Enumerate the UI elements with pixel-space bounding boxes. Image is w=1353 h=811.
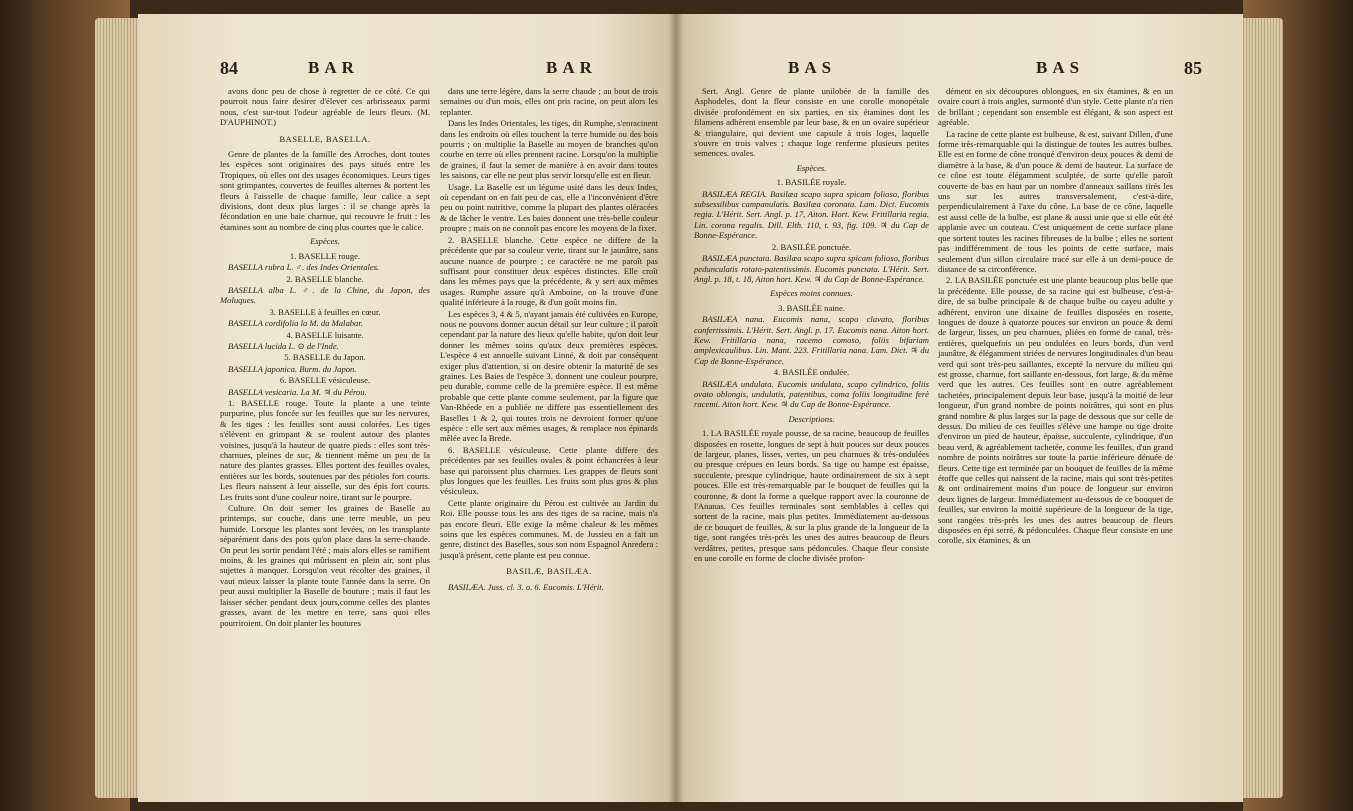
species-latin: BASELLA cordifolia la M. du Malabar. [228, 318, 363, 329]
paragraph: 1. LA BASILÉE royale pousse, de sa racine, beaucoup de feuilles disposées en rosette, longues de sept à huit pouces sur deux pouces de largeur, planes, lisses, vertes, un peu charnues & très-ondulées ou presque crépues en leurs bords. Sa tige ou hampe est épaisse, succulente, presque cylindrique, haute ordinairement de six à sept pouces. Elle est très-remarquable par le bouquet de feuilles qui la couronne, & dont la forme a quelque rapport avec la couronne de l'Ananas. Ces feuilles terminales sont semblables à celles qui sortent de la racine, mais plus petites. Immédiatement au-dessous de ce bouquet de feuilles, & sur la plus grande de la longueur de la tige, sont rangées très-près les unes des autres beaucoup de fleurs verdâtres, petites, presque sans pédoncules. Chaque fleur consiste en une corolle en forme de cloche divisée profon- [694, 428, 929, 564]
species-name: 3. BASILÉE naine. [778, 302, 845, 313]
left-running-head-1: BAR [308, 58, 359, 77]
paragraph: Dans les Indes Orientales, les tiges, dit Rumphe, s'enracinent dans les endroits où elles touchent la terre humide ou des bois pourris ; on multiplie la Baselle au moyen de branches qu'on courbe en terre où elles prennent racine. Lorsqu'on la multiplie de graines, il faut la semer de manière à en avoir dans toutes les saisons, car elle ne peut plus servir lorsqu'elle est en fleur. [440, 118, 658, 181]
right-page-number: 85 [1184, 58, 1202, 78]
species-latin: BASILÆA REGIA. Basilæa scapo supra spicam folioso, floribus subsessilibus campanulatis. Basilæa coronata. Lam. Dict. Eucomis regia. L'Hérit. Sert. Angl. p. 17, Aiton. Hort. Kew. Fritillaria regia. Lin. corona regalis. Dill. Elth. 110, t. 93, fig. 109. ♃ du Cap de Bonne-Espérance. [694, 188, 929, 241]
paragraph: 2. LA BASILÉE ponctuée est une plante beaucoup plus belle que la précédente. Elle pousse, de sa racine qui est bulbeuse, c'est-à-dire, de sa bulbe principale & de chaque bulbe ou cayeu adulte y adhérent, environ une dixaine de feuilles disposées en rosette, longues de douze à quatorze pouces sur environ un pouce & demi de largeur, lisses, un peu charnues, pliées en forme de canal, très-entières, quelquefois un peu ondulées en leurs bords, d'un verd jaunâtre, & élégamment striées de nervures longitudinales d'un beau verd qui sont très-peu saillantes, excepté la nervure du milieu qui est grosse, charnue, fort saillante en-dessous, fort large, & du même verd que les autres. Ces feuilles sont en outre agréablement tachetées, principalement depuis leur base, jusqu'à la moitié de leur longueur, d'un grand nombre de points noirâtres, qui sont en plus grand nombre & plus larges sur la page de dessous que sur celle de dessus. Du milieu de ces feuilles s'élève une hampe ou tige droite d'environ un pied de hauteur, épaisse, succulente, cylindrique, d'un beau verd, & agréablement tachetée, comme les feuilles, d'un grand nombre de points noirâtres sur toute la partie inférieure dénuée de fleurs. Cette tige est terminée par un bouquet de feuilles de la même étoffe que celles qui naissent de la racine, mais qui sont très-petites & ont ordinairement moins d'un pouce de longueur sur environ deux lignes de largeur. Immédiatement au-dessous de ce bouquet de feuilles, sur environ la moitié supérieure de la longueur de la tige, sont rangées très-près les unes des autres beaucoup de fleurs disposées en épi serré, & pédonculées. Chaque fleur consiste en une corolle, six étamines, & un [938, 275, 1173, 546]
species-latin: BASILÆA punctata. Basilæa scapo supra spicam folioso, floribus pedunculatis rotato-patentissimis. Eucomis punctata. L'Hérit. Sert. Angl. p. 18, t. 18, Aiton hort. Kew. ♃ du Cap de Bonne-Espérance. [694, 253, 929, 284]
species-latin: BASELLA lucida L. ⊙ de l'Inde. [228, 340, 339, 351]
right-column-1 [694, 86, 929, 564]
species-name: 2. BASILÉE ponctuée. [771, 241, 852, 252]
paragraph: 2. BASELLE blanche. Cette espèce ne differe de la précédente que par sa couleur verte, tirant sur le jaunâtre, sans aucune nuance de pourpre ; ce caractère ne me paroît pas suffisant pour constituer deux espèces distinctes. Elle croît dans les mêmes pays que la précédente, & y sert aux mêmes usages. Rumphe assure qu'à Amboine, on la trouve d'une qualité inférieure à la rouge, & d'un goût moins fin. [440, 234, 658, 308]
paragraph: Les espèces 3, 4 & 5, n'ayant jamais été cultivées en Europe, nous ne pouvons donner aucun détail sur leur culture ; il paroît cependant par la nature des lieux qu'elle habite, qu'on doit leur donner les mêmes soins qu'aux deux premières espèces. L'espèce 4 est annuelle suivant Linné, & doit par conséquent exiger plus d'attention, si on desire obtenir la maturité de ses graines. Les Baies de l'espèce 3. donnent une couleur pourpre, peu durable, comme celle de la première espèce. Il est même probable que cette plante comme seulement, par la figure que Van-Rhéede en a publiée ne differe pas essentiellement des Baselles 1 & 2, qui toutes trois ne devroient former qu'une espèce : elle sert aux mêmes usages, & remplace nos épinards mêlée avec la Brede. [440, 308, 658, 444]
section-heading: Espèces moins connues. [770, 288, 853, 299]
article-heading: BASILÆ, BASILÆA. [506, 566, 592, 577]
species-name: 2. BASELLE blanche. [286, 273, 364, 284]
left-column-2 [440, 86, 658, 593]
section-heading: Descriptions. [788, 413, 835, 424]
species-latin: BASELLA alba L. ♂. de la Chine, du Japon, des Moluques. [220, 284, 430, 306]
paragraph: Culture. On doit semer les graines de Baselle au printemps, sur couche, dans une terre meuble, un peu humide. Lorsque les plantes sont levées, on les transplante séparément dans des pots qu'on place dans la serre-chaude. On peut les sortir pendant l'été ; mais alors elles se ramifient moins, & les graines qui mûrissent en plein air, sont plus sujettes à manquer. Lorsqu'on veut récolter des graines, il vaut mieux laisser la plante toute l'année dans la serre. On peut aussi multiplier la Baselle de bouture ; mais il faut les laisser sécher pendant deux jours,comme celles des plantes grasses, avant de les mettre en terre, sans quoi elles pourriroient. On doit planter les boutures [220, 503, 430, 628]
paragraph: Usage. La Baselle est un légume usité dans les deux Indes, où cependant on en fait peu de cas, elle a l'inconvénient d'être peu ou point nutritive, comme la plupart des plantes oléracées & de lâcher le ventre. Les baies donnent une très-belle couleur proupre ; mais on ne connoît pas encore les moyens de la fixer. [440, 181, 658, 234]
species-name: 3. BASELLE à feuilles en cœur. [269, 306, 381, 317]
species-name: 4. BASELLE luisante. [286, 329, 364, 340]
paragraph: BASILÆA. Juss. cl. 3. o. 6. Eucomis. L'Hérit. [448, 581, 604, 592]
article-heading: BASELLE, BASELLA. [279, 133, 371, 144]
species-latin: BASILÆA undulata. Eucomis undulata, scapo cylindrico, foliis ovato oblongis, undulatis, patentibus, coma foliis longitudine ferè racemi. Aiton hort. Kew. ♃ du Cap de Bonne-Espérance. [694, 378, 929, 410]
paragraph: Cette plante originaire du Pérou est cultivée au Jardin du Roi. Elle pousse tous les ans des tiges de sa racine, mais n'a pas encore fleuri. Elle exige la même chaleur & les mêmes soins que les espèces communes. M. de Jussieu en a fait un genre, distinct des Baselles, sous son nom Espagnol Anredera : jusqu'à présent, cette plante est peu connue. [440, 497, 658, 560]
species-latin: BASELLA japonica. Burm. du Japon. [228, 363, 357, 374]
paragraph: dans une terre légère, dans la serre chaude ; au bout de trois semaines ou d'un mois, elles ont pris racine, on peut alors les replanter. [440, 86, 658, 117]
right-column-2 [938, 86, 1173, 547]
right-page [676, 14, 1243, 802]
left-column-1 [220, 86, 430, 629]
section-heading: Espèces. [310, 236, 340, 247]
right-running-head-2: BAS [1036, 58, 1085, 77]
right-running-head-1: BAS [788, 58, 837, 77]
section-heading: Espèces. [796, 162, 827, 173]
species-name: 4. BASILÉE ondulée. [773, 367, 850, 378]
paragraph: avons donc peu de chose à regretter de ce côté. Ce qui pourroit nous faire desirer d'élever ces arbrisseaux parmi nous, c'est sur-tout l'odeur agréable de leurs fleurs. (M. D'AUPHINOT.) [220, 86, 430, 128]
species-latin: BASELLA vesicaria. La M. ♃ du Pérou. [228, 386, 367, 397]
left-running-head-2: BAR [546, 58, 597, 77]
paragraph: Genre de plantes de la famille des Arroches, dont toutes les espèces sont originaires des pays situés entre les Tropiques, où elles ont des usages économiques. Leurs tiges sont grimpantes, couvertes de feuilles alternes & portent les fleurs à l'aisselle de chaque famille, leur calice a sept divisions, dont deux plus larges : il se change après la fécondation en une baie charnue, qui recouvre le fruit : les étamines sont au nombre de cinq plus courtes que le calice. [220, 149, 430, 232]
species-name: 1. BASELLE rouge. [289, 250, 361, 261]
left-page-number: 84 [220, 58, 238, 78]
species-latin: BASELLA rubra L. ♂. des Indes Orientales. [228, 262, 380, 273]
left-page [138, 14, 676, 802]
paragraph: La racine de cette plante est bulbeuse, & est, suivant Dillen, d'une forme très-remarquable qui la distingue de toutes les autres bulbes. Elle est en forme de cône tronqué d'environ deux pouces & demi de diamètre à la base, & d'un pouce & demi de hauteur. La surface de ce cône est toute élégamment sculptée, de sorte qu'elle paroît couverte de bas en haut par un nombre d'anneaux saillans tirés les uns sur les autres transversalement, c'est-à-dire, perpendiculairement à l'axe du cône. La base de ce cône, laquelle est aussi celle de la bulbe, est plane & aussi unie que si elle eût été applanie avec un couteau. C'est uniquement de cette surface plane que sortent toutes les racines fibreuses de la bulbe ; elles ne sortent pas indifféremment de tous les points de cette surface, mais seulement d'un sillon circulaire tracé sur elle à un demi-pouce de distance de sa circonférence. [938, 128, 1173, 274]
paragraph: 6. BASELLE vésiculeuse. Cette plante differe des précédentes par ses feuilles ovales & point échancrées à leur base qui paroissent plus charnues. Les grappes de fleurs sont plus longues que les feuilles. Les fruits sont plus gros & plus vésiculeux. [440, 444, 658, 497]
species-name: 1. BASILÉE royale. [776, 177, 847, 188]
paragraph: Sert. Angl. Genre de plante unilobée de la famille des Asphodeles, dont la fleur consiste en une corolle monopétale divisée profondément en six parties, en six étamines dont les filamens adhèrent ensemble par leur base, & en un ovaire supérieur & triangulaire, qui devient une capsule à trois loges, laquelle s'ouvre en trois valves ; chaque loge renferme plusieurs petites semences. ovales. [694, 86, 929, 159]
species-name: 5. BASELLE du Japon. [284, 352, 366, 363]
book-gutter [668, 14, 684, 802]
page-edges-left [95, 18, 143, 798]
species-name: 6. BASELLE vésiculeuse. [279, 375, 371, 386]
species-latin: BASILÆA nana. Eucomis nana, scapo clavato, floribus confertissimis. L'Hérit. Sert. Angl. p. 17. Eucomis nana. Aiton hort. Kew. Fritillaria nana, racemo comoso, foliis bifariam amplexicaulibus. Lin. Mant. 223. Fritillaria nana. Lam. Dict. ♃ du Cap de Bonne-Espérance. [694, 314, 929, 366]
paragraph: dément en six découpures oblongues, en six étamines, & en un ovaire court à trois angles, surmonté d'un style. Cette plante n'a rien de brillant ; cependant son ensemble est élégant, & son aspect est agréable. [938, 86, 1173, 128]
paragraph: 1. BASELLE rouge. Toute la plante a une teinte purpurine, plus foncée sur les feuilles que sur les nervures, & les tiges : les feuilles sont aussi colorées. Les tiges s'élèvent en grimpant & se roulent autour des plantes voisines, jusqu'à la hauteur de quatre pieds : elles sont très-charnues, pleines de suc, & tiennent même un peu de la nature des plantes grasses. Elles portent des feuilles ovales, entières sur les bords, soutenues par des pétioles fort courts. Les fleurs naissent à leur aisselle, sur des épis fort courts. Les fruits sont d'une couleur noire, tirant sur le pourpre. [220, 397, 430, 502]
